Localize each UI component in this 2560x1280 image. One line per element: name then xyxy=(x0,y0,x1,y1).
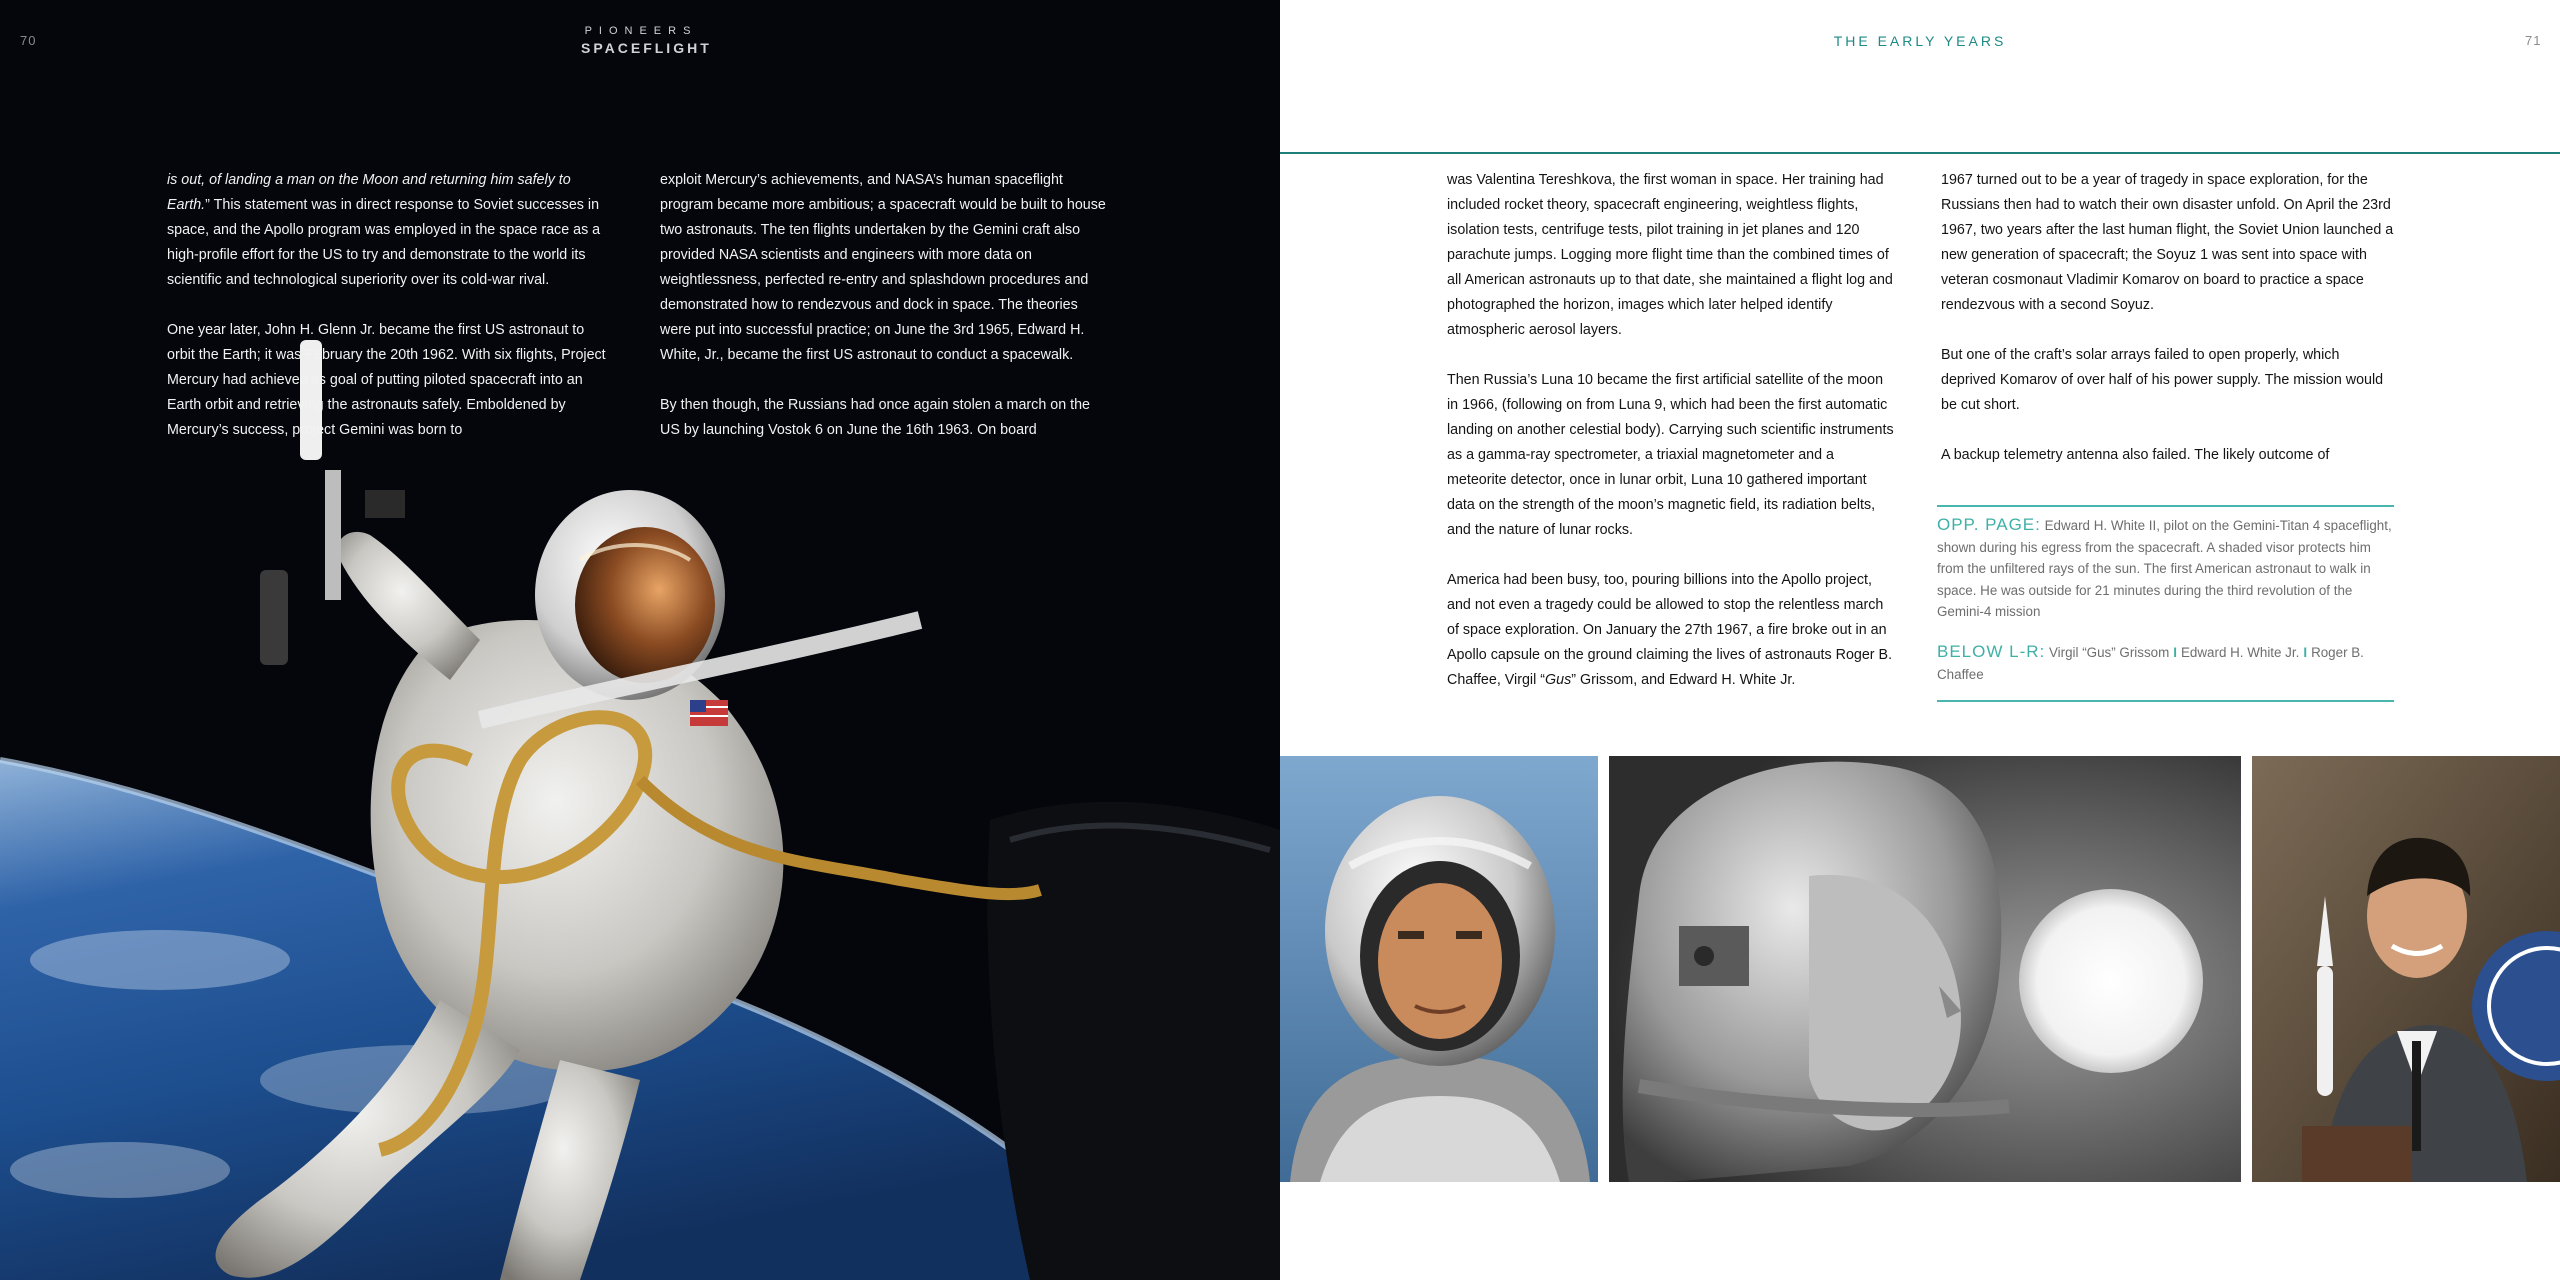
right-page xyxy=(1280,0,2560,1280)
caption-name-2: Edward H. White Jr. xyxy=(2181,645,2300,660)
caption-below xyxy=(1937,641,2394,685)
caption-separator: I xyxy=(2303,645,2308,660)
right-column-2 xyxy=(1941,168,2395,493)
caption-rule-top xyxy=(1937,505,2394,507)
caption-below-label: BELOW L-R: xyxy=(1937,642,2046,661)
photo-grissom xyxy=(1280,756,1598,1182)
caption-opp-label: OPP. PAGE: xyxy=(1937,515,2041,534)
caption-opp-page xyxy=(1937,514,2394,623)
caption-separator: I xyxy=(2173,645,2177,660)
para3-before: America had been busy, too, pouring billions into the Apollo project, and not even a tragedy could be allowed to stop the relentless march of space exploration. On January the 27th 1967, a fire broke out in an Apollo capsule on the ground claiming the lives of astronauts Roger B. Chaffee, Virgil “ xyxy=(1447,572,1893,688)
right-col2-para3: A backup telemetry antenna also failed. The likely outcome of xyxy=(1941,447,2330,463)
right-col2-para2: But one of the craft’s solar arrays failed to open properly, which deprived Komarov of over half of his power supply. The mission would be cut short. xyxy=(1941,347,2384,413)
photo-white xyxy=(1609,756,2241,1182)
running-head: THE EARLY YEARS xyxy=(1833,33,2007,49)
quote-rest: ” This statement was in direct response to Soviet successes in space, and the Apollo program was employed in the space race as a high-profile effort for the US to try and demonstrate to the world its scientific and technological superiority over its cold-war rival. xyxy=(167,197,601,288)
brand-bottom: SPACEFLIGHT xyxy=(581,40,712,56)
left-col2-para1: exploit Mercury’s achievements, and NASA’s human spaceflight program became more ambitious; a spacecraft would be built to house two astronauts. The ten flights undertaken by the Gemini craft also provided NASA scientists and engineers with more data on weightlessness, perfected re-entry and splashdown procedures and demonstrated how to rendezvous and dock in space. The theories were put into successful practice; on June the 3rd 1965, Edward H. White, Jr., became the first US astronaut to conduct a spacewalk. xyxy=(660,172,1106,363)
left-col1-para1 xyxy=(167,168,615,293)
para3-italic: Gus xyxy=(1545,672,1572,688)
page-number-right: 71 xyxy=(2525,33,2542,48)
right-col1-para2: Then Russia’s Luna 10 became the first artificial satellite of the moon in 1966, (following on from Luna 9, which had been the first automatic landing on another celestial body). Carrying such scientific instruments as a gamma-ray spectrometer, a triaxial magnetometer and a meteorite detector, once in lunar orbit, Luna 10 gathered important data on the strength of the moon’s magnetic field, its radiation belts, and the nature of lunar rocks. xyxy=(1447,372,1894,538)
right-col2-para1: 1967 turned out to be a year of tragedy in space exploration, for the Russians then had to watch their own disaster unfold. On April the 23rd 1967, two years after the last human flight, the Soviet Union launched a new generation of spacecraft; the Soyuz 1 was sent into space with veteran cosmonaut Vladimir Komarov on board to practice a space rendezvous with a second Soyuz. xyxy=(1941,172,2394,313)
left-col1-para2: One year later, John H. Glenn Jr. became the first US astronaut to orbit the Earth; it was February the 20th 1962. With six flights, Project Mercury had achieved its goal of putting piloted spacecraft into an Earth orbit and retrieving the astronauts safely. Emboldened by Mercury’s success, project Gemini was born to xyxy=(167,322,606,438)
right-col1-para3 xyxy=(1447,568,1897,693)
header-rule xyxy=(1280,152,2560,154)
brand-top: PIONEERS xyxy=(584,25,698,37)
caption-name-1: Virgil “Gus” Grissom xyxy=(2048,645,2170,660)
left-column-1 xyxy=(167,168,615,468)
right-col1-para1: was Valentina Tereshkova, the first woman in space. Her training had included rocket theory, spacecraft engineering, weightless flights, isolation tests, centrifuge tests, pilot training in jet planes and 120 parachute jumps. Logging more flight time than the combined times of all American astronauts up to that date, she maintained a flight log and photographed the horizon, images which later helped identify atmospheric aerosol layers. xyxy=(1447,172,1893,338)
left-column-2 xyxy=(660,168,1108,468)
quote-italic: is out, of landing a man on the Moon and returning him safely to Earth. xyxy=(167,172,571,213)
brand-logo xyxy=(581,25,712,56)
left-col2-para2: By then though, the Russians had once again stolen a march on the US by launching Vostok 6 on June the 16th 1963. On board xyxy=(660,397,1090,438)
para3-after: ” Grissom, and Edward H. White Jr. xyxy=(1571,672,1796,688)
caption-rule-bottom xyxy=(1937,700,2394,702)
page-number-left: 70 xyxy=(20,33,37,48)
right-column-1 xyxy=(1447,168,1897,718)
caption-opp-text: Edward H. White II, pilot on the Gemini-Titan 4 spaceflight, shown during his egress from the spacecraft. A shaded visor protects him from the unfiltered rays of the sun. The first American astronaut to walk in space. He was outside for 21 minutes during the third revolution of the Gemini-4 mission xyxy=(1937,518,2392,619)
photo-chaffee xyxy=(2252,756,2560,1182)
caption-name-3: Roger B. Chaffee xyxy=(1937,645,2364,682)
